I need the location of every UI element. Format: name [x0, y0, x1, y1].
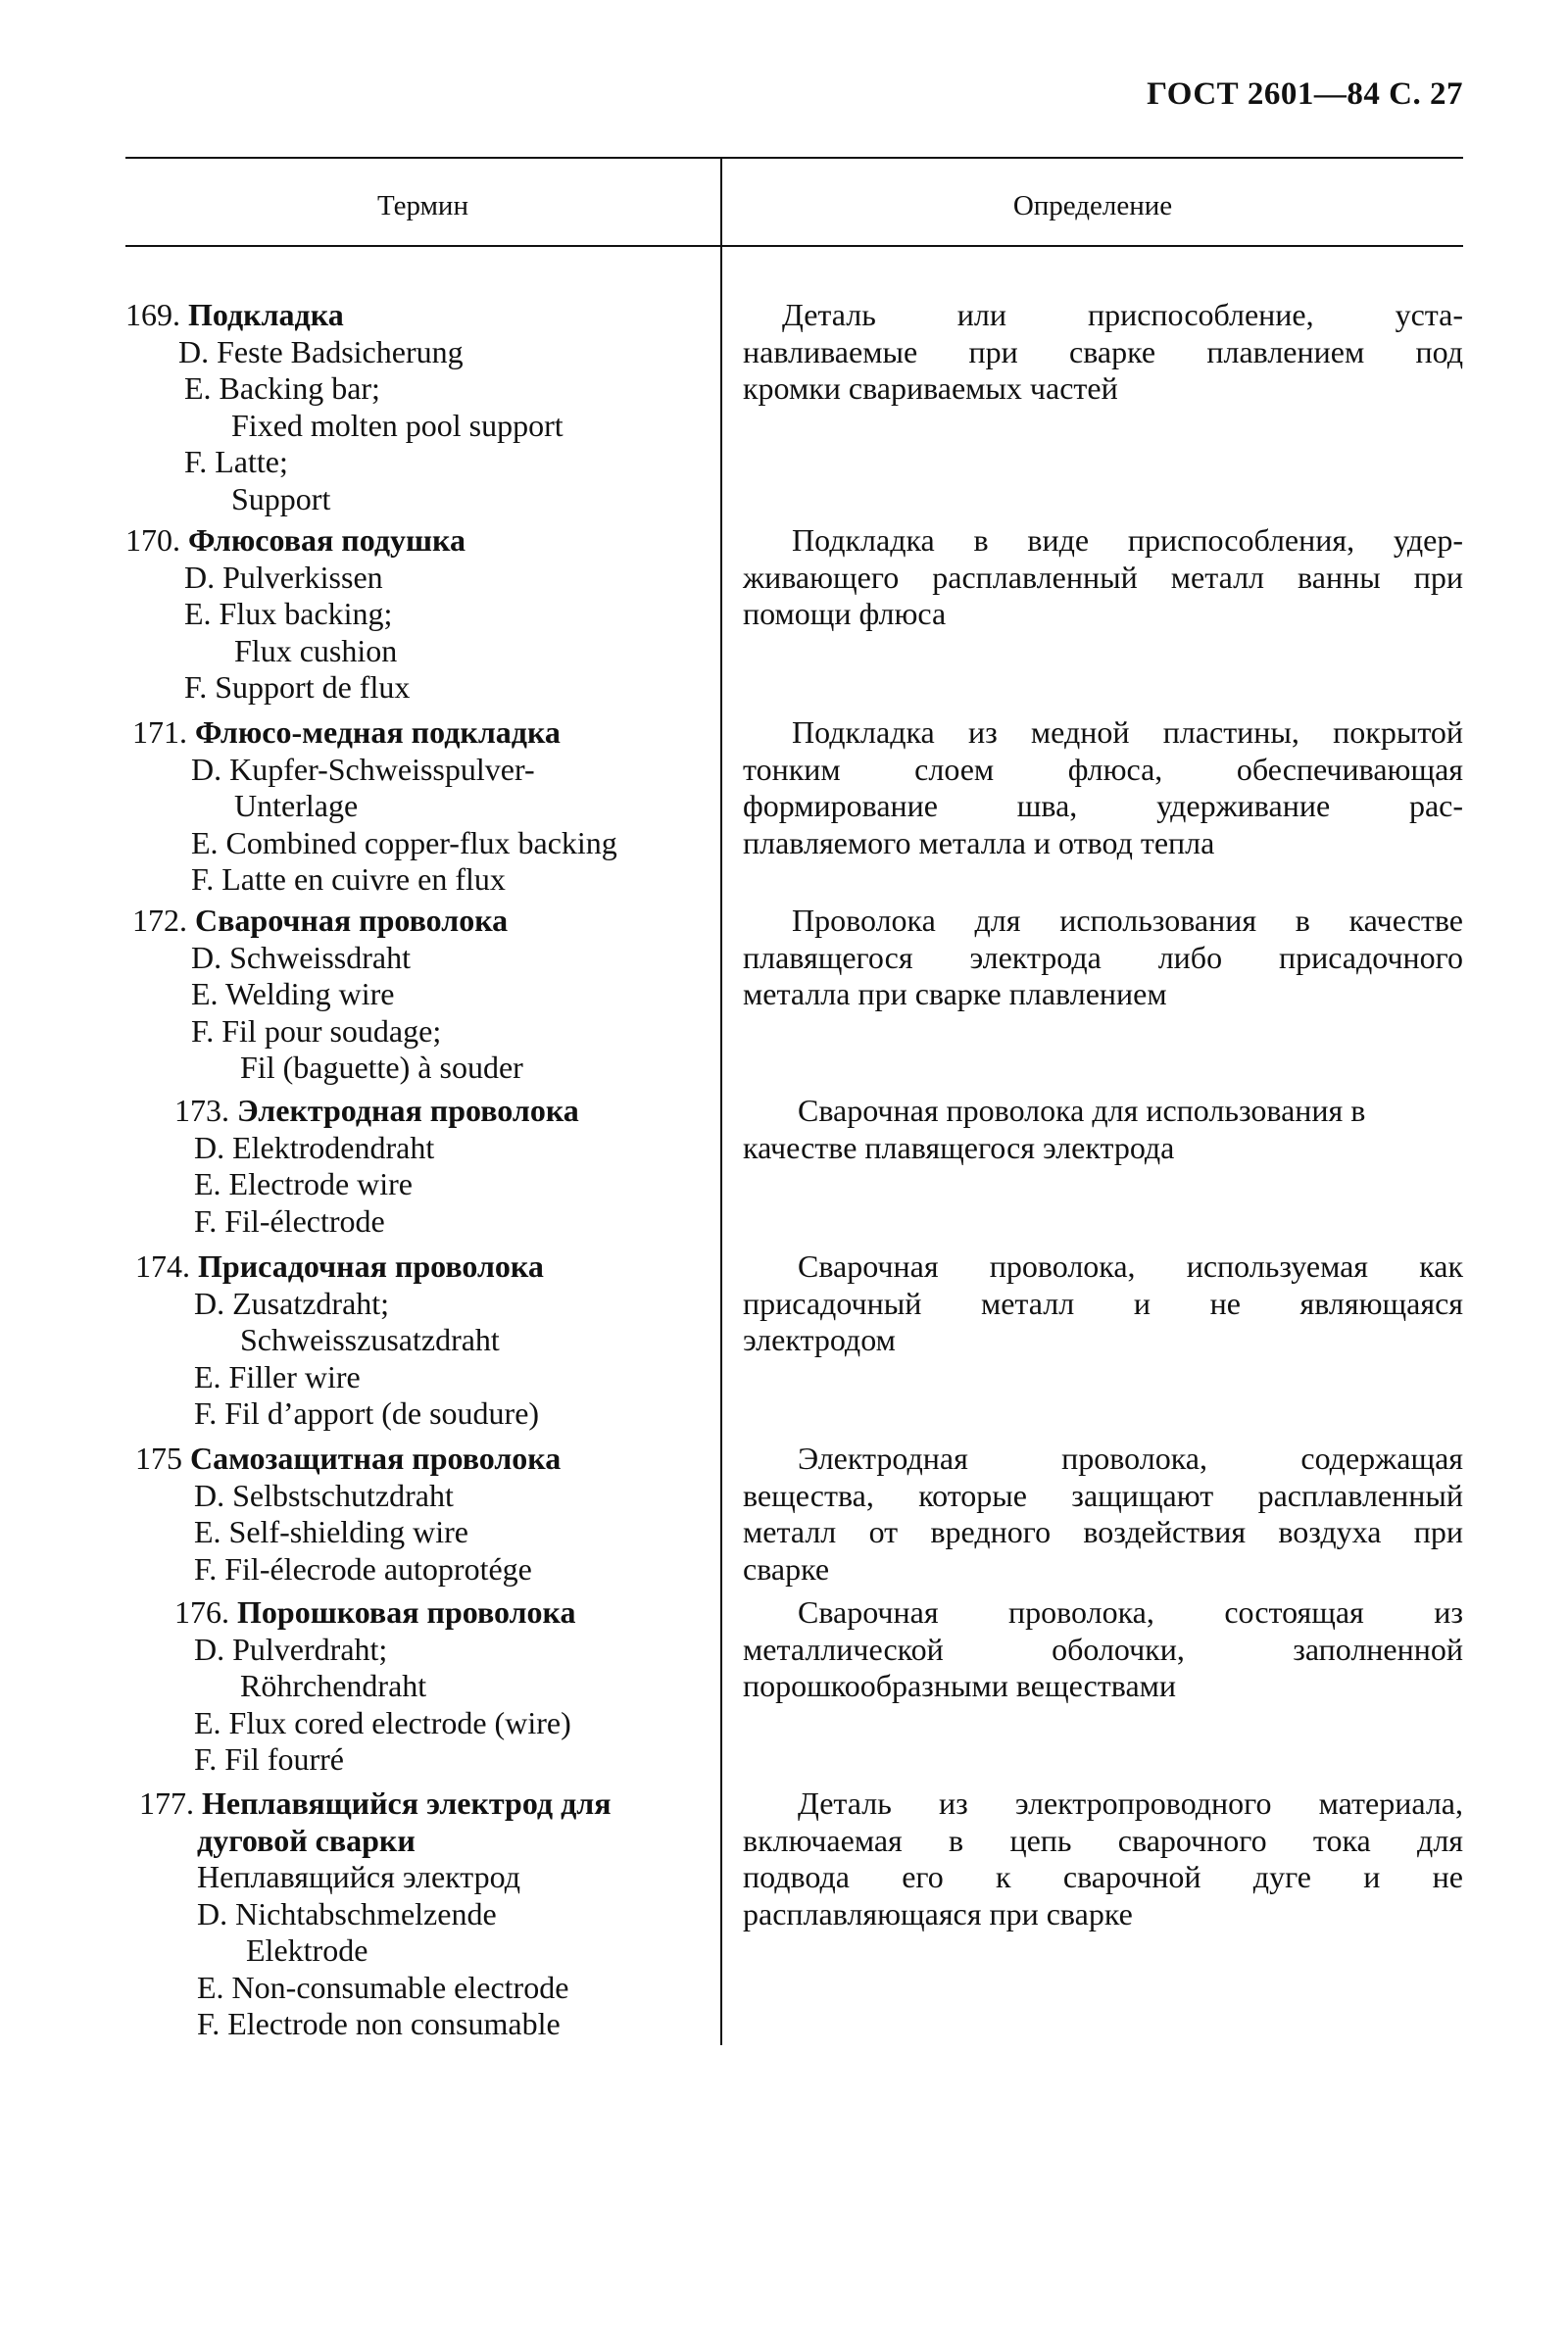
definition-line: Подкладка в виде приспособления, удер- — [792, 522, 1463, 558]
term-translation: D. Kupfer-Schweisspulver- — [191, 751, 535, 787]
term-name: Самозащитная проволока — [190, 1441, 562, 1476]
table-top-rule — [125, 157, 1463, 159]
definition-line: тонким слоем флюса, обеспечивающая — [743, 751, 1463, 787]
definition-line: помощи флюса — [743, 596, 947, 631]
term-translation: E. Combined copper-flux backing — [191, 824, 617, 860]
table-header-rule — [125, 245, 1463, 247]
term-translation: Unterlage — [234, 788, 359, 823]
term-number: 171. — [132, 714, 187, 750]
term-name: Флюсовая подушка — [188, 522, 466, 558]
definition-cell — [743, 1594, 1463, 1705]
term-number: 174. — [135, 1248, 190, 1284]
definition-line: живающего расплавленный металл ванны при — [743, 559, 1463, 595]
term-number: 176. — [174, 1594, 229, 1630]
term-name: Электродная проволока — [237, 1093, 579, 1128]
term-title-line — [125, 1785, 713, 1823]
term-number: 170. — [125, 522, 180, 558]
term-translation: F. Fil d’apport (de soudure) — [194, 1395, 540, 1431]
term-title-line — [125, 1093, 713, 1130]
term-cell — [125, 1093, 713, 1240]
term-translation: Röhrchendraht — [240, 1668, 427, 1703]
term-number: 177. — [139, 1785, 194, 1821]
term-translation: E. Electrode wire — [194, 1166, 413, 1201]
column-header-term: Термин — [377, 190, 468, 221]
term-translation: F. Support de flux — [184, 669, 411, 705]
definition-line: качестве плавящегося электрода — [743, 1129, 1175, 1165]
term-cell — [125, 903, 713, 1087]
definition-line: Сварочная проволока, состоящая из — [798, 1594, 1463, 1630]
term-name: Флюсо-медная подкладка — [195, 714, 561, 750]
definition-line: металл от вредного воздействия воздуха при — [743, 1514, 1463, 1549]
term-translation: D. Zusatzdraht; — [194, 1285, 390, 1321]
term-translation: E. Backing bar; — [184, 370, 380, 406]
term-translation: E. Filler wire — [194, 1358, 361, 1394]
term-cell — [125, 714, 713, 899]
term-translation: F. Fil fourré — [194, 1741, 344, 1777]
term-translation: Schweisszusatzdraht — [240, 1322, 500, 1357]
term-cell — [125, 297, 713, 517]
term-translation: Elektrode — [246, 1932, 368, 1968]
term-title-line — [125, 714, 713, 752]
term-translation: F. Fil-élecrode autoprotége — [194, 1550, 532, 1587]
term-translation: F. Latte en cuivre en flux — [191, 861, 506, 897]
definition-line: металла при сварке плавлением — [743, 976, 1167, 1011]
term-translation: F. Latte; — [184, 444, 288, 479]
term-cell — [125, 1248, 713, 1433]
definition-line: порошкообразными веществами — [743, 1668, 1177, 1703]
term-cell — [125, 522, 713, 707]
term-cell — [125, 1594, 713, 1779]
term-translation: E. Non-consumable electrode — [197, 1969, 569, 2005]
term-translation: D. Nichtabschmelzende — [197, 1895, 497, 1931]
term-number: 169. — [125, 297, 180, 332]
definition-line: Сварочная проволока, используемая как — [798, 1248, 1463, 1284]
definition-cell — [743, 903, 1463, 1013]
page-header: ГОСТ 2601—84 С. 27 — [1147, 76, 1463, 112]
term-number: 175 — [135, 1441, 182, 1476]
term-title-line — [125, 522, 713, 560]
column-header-definition: Определение — [1012, 190, 1173, 221]
definition-line: плавящегося электрода либо присадочного — [743, 939, 1463, 975]
term-translation: D. Pulverdraht; — [194, 1631, 388, 1667]
term-translation: Flux cushion — [234, 632, 398, 668]
definition-line: формирование шва, удерживание рас- — [743, 788, 1463, 823]
term-number: 172. — [132, 903, 187, 938]
term-translation: D. Schweissdraht — [191, 939, 411, 975]
definition-line: подвода его к сварочной дуге и не — [743, 1859, 1463, 1894]
term-title-line — [125, 297, 713, 334]
definition-cell — [743, 714, 1463, 861]
term-title-line — [125, 903, 713, 940]
definition-line: Подкладка из медной пластины, покрытой — [792, 714, 1463, 750]
term-synonym: Неплавящийся электрод — [197, 1859, 521, 1894]
definition-line: вещества, которые защищают расплавленный — [743, 1477, 1463, 1513]
term-translation: Fixed molten pool support — [231, 407, 564, 443]
term-translation: E. Self-shielding wire — [194, 1514, 468, 1549]
definition-cell — [743, 522, 1463, 633]
term-title-line — [125, 1441, 713, 1478]
term-number: 173. — [174, 1093, 229, 1128]
definition-line: кромки свариваемых частей — [743, 370, 1118, 406]
definition-line: электродом — [743, 1322, 896, 1357]
definition-cell — [743, 1441, 1463, 1588]
definition-line: Проволока для использования в качестве — [792, 903, 1463, 938]
definition-line: металлической оболочки, заполненной — [743, 1631, 1463, 1667]
term-translation: D. Elektrodendraht — [194, 1129, 435, 1165]
definition-line: Электродная проволока, содержащая — [798, 1441, 1463, 1476]
term-name: Неплавящийся электрод для — [202, 1785, 612, 1821]
term-name: Порошковая проволока — [237, 1594, 576, 1630]
term-name-continued: дуговой сварки — [197, 1822, 416, 1858]
definition-line: сварке — [743, 1550, 830, 1587]
definition-cell — [743, 1248, 1463, 1359]
column-divider — [720, 157, 722, 2045]
term-name: Подкладка — [188, 297, 344, 332]
term-name: Сварочная проволока — [195, 903, 509, 938]
term-cell — [125, 1441, 713, 1588]
definition-cell — [743, 1785, 1463, 1932]
definition-cell — [743, 297, 1463, 408]
definition-cell — [743, 1093, 1463, 1166]
term-translation: F. Fil-électrode — [194, 1202, 385, 1239]
definition-line: присадочный металл и не являющаяся — [743, 1285, 1463, 1321]
definition-line: Деталь или приспособление, уста- — [782, 297, 1463, 332]
term-translation: D. Pulverkissen — [184, 559, 383, 595]
term-translation: F. Fil pour soudage; — [191, 1012, 442, 1049]
term-title-line — [125, 1248, 713, 1286]
term-title-line — [125, 1594, 713, 1632]
term-cell — [125, 1785, 713, 2043]
term-translation: Support — [231, 480, 331, 516]
term-translation: Fil (baguette) à souder — [240, 1050, 523, 1085]
term-translation: D. Feste Badsicherung — [178, 333, 464, 369]
term-name: Присадочная проволока — [198, 1248, 544, 1284]
definition-line: включаемая в цепь сварочного тока для — [743, 1822, 1463, 1858]
term-translation: F. Electrode non consumable — [197, 2006, 561, 2041]
definition-line: плавляемого металла и отвод тепла — [743, 824, 1215, 860]
definition-line: Сварочная проволока для использования в — [798, 1093, 1366, 1128]
term-translation: E. Flux backing; — [184, 596, 393, 631]
term-translation: D. Selbstschutzdraht — [194, 1477, 454, 1513]
definition-line: расплавляющаяся при сварке — [743, 1895, 1133, 1931]
definition-line: Деталь из электропроводного материала, — [798, 1785, 1463, 1821]
definition-line: навливаемые при сварке плавлением под — [743, 333, 1463, 369]
term-translation: E. Flux cored electrode (wire) — [194, 1704, 571, 1740]
term-translation: E. Welding wire — [191, 976, 395, 1011]
